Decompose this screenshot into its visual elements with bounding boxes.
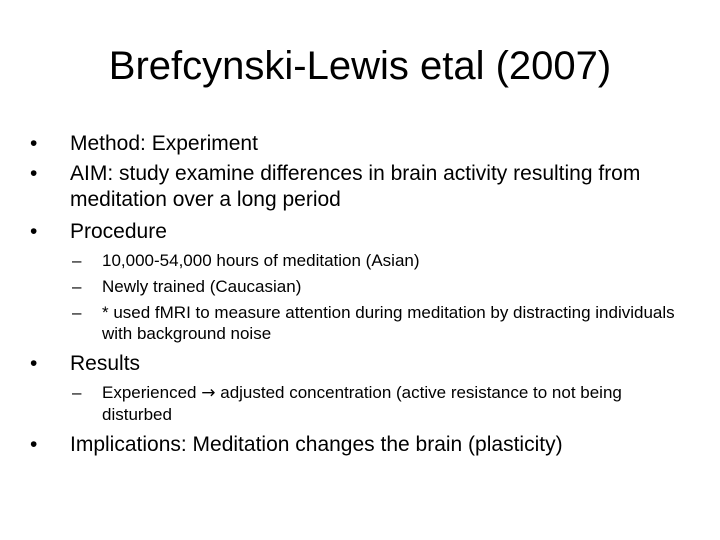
bullet-marker: •	[30, 433, 38, 456]
sub-bullet-text: Newly trained (Caucasian)	[102, 277, 302, 296]
bullet-text: Results	[70, 352, 141, 375]
bullet-text: Method: Experiment	[70, 132, 258, 155]
sub-bullet-marker: –	[72, 303, 82, 322]
bullet-marker: •	[30, 220, 38, 243]
bullet-marker: •	[30, 352, 38, 375]
sub-bullet-marker: –	[72, 277, 82, 296]
bullet-marker: •	[30, 132, 38, 155]
bullet-text: Procedure	[70, 220, 167, 243]
bullet-aim	[30, 161, 670, 213]
bullet-implications	[30, 432, 670, 458]
bullet-text: Implications: Meditation changes the brain (plasticity)	[70, 433, 563, 456]
bullet-procedure	[30, 219, 670, 245]
bullet-marker: •	[30, 162, 38, 185]
slide-title: Brefcynski-Lewis etal (2007)	[108, 44, 612, 88]
right-arrow-icon: →	[201, 383, 216, 403]
result-subject: Experienced	[102, 383, 197, 402]
sub-bullet-text: 10,000-54,000 hours of meditation (Asian)	[102, 251, 420, 270]
sub-bullet-text: * used fMRI to measure attention during meditation by distracting individuals with background noise	[102, 303, 675, 343]
sub-bullet-text	[102, 382, 692, 425]
sub-bullet-newly-trained	[72, 276, 692, 297]
sub-bullet-marker: –	[72, 251, 82, 270]
sub-bullet-experienced-result	[72, 382, 692, 425]
sub-bullet-experienced-hours	[72, 250, 692, 271]
bullet-results	[30, 351, 670, 377]
sub-bullet-fmri	[72, 302, 692, 344]
bullet-method	[30, 131, 670, 157]
result-outcome: adjusted concentration (active resistance to not being disturbed	[102, 383, 622, 424]
bullet-text: AIM: study examine differences in brain activity resulting from meditation over a long period	[70, 162, 641, 211]
sub-bullet-marker: –	[72, 383, 82, 402]
